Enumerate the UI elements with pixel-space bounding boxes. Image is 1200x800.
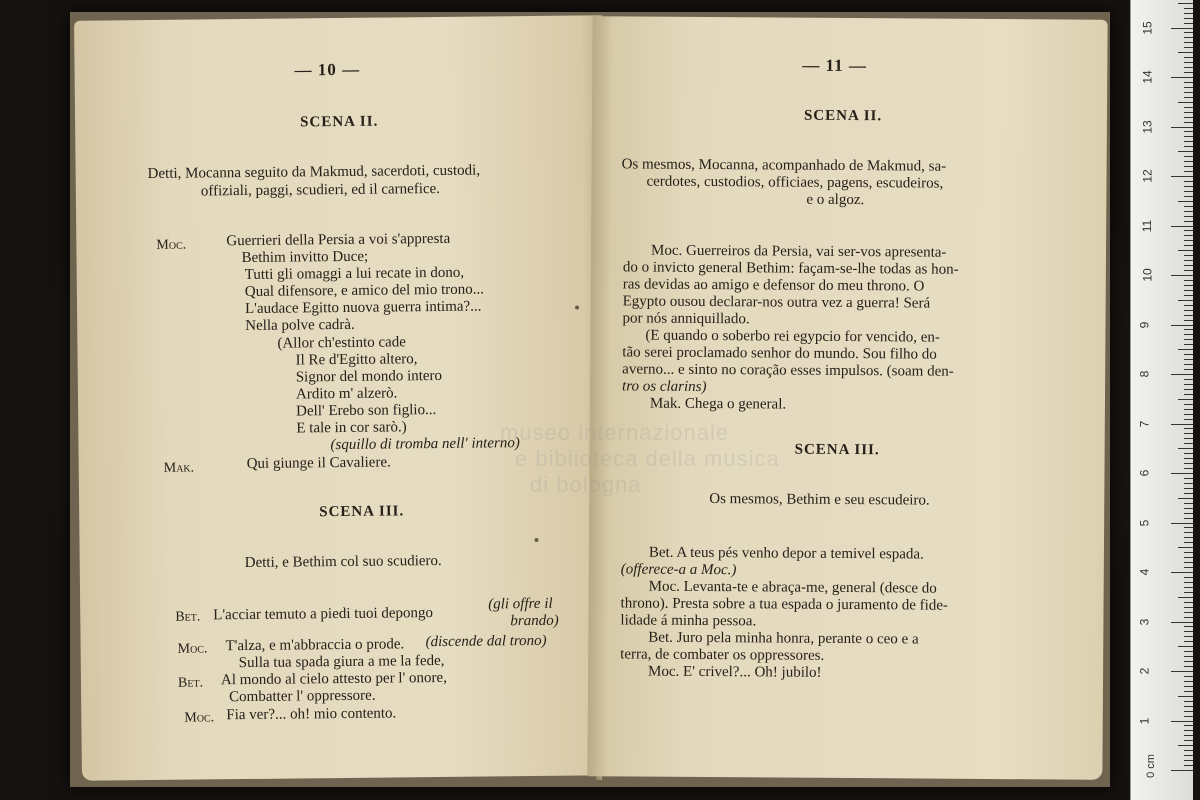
ruler-tick xyxy=(1178,300,1193,301)
ruler-tick xyxy=(1184,607,1193,608)
ruler-tick xyxy=(1184,235,1193,236)
ruler-tick xyxy=(1184,221,1193,222)
ruler-tick xyxy=(1184,552,1193,553)
ruler-tick xyxy=(1184,527,1193,528)
ruler-tick xyxy=(1184,567,1193,568)
ruler-tick xyxy=(1184,483,1193,484)
ruler-tick xyxy=(1184,206,1193,207)
ruler-tick xyxy=(1184,295,1193,296)
ruler-tick xyxy=(1184,13,1193,14)
ruler-tick xyxy=(1184,270,1193,271)
ruler-tick xyxy=(1184,334,1193,335)
ruler-tick xyxy=(1178,52,1193,53)
ruler-number: 1 xyxy=(1137,717,1152,724)
ruler-tick xyxy=(1178,250,1193,251)
ruler-tick xyxy=(1184,87,1193,88)
ruler-tick xyxy=(1184,369,1193,370)
ruler-tick xyxy=(1184,181,1193,182)
ruler-tick xyxy=(1184,617,1193,618)
ruler-tick xyxy=(1184,676,1193,677)
verse-line: Al mondo al cielo attesto per l' onore, xyxy=(220,669,448,689)
ruler-tick xyxy=(1184,320,1193,321)
ruler-tick xyxy=(1184,67,1193,68)
prose-line: throno). Presta sobre a tua espada o juramento de fide- xyxy=(620,595,948,614)
stage-direction-line: Os mesmos, Mocanna, acompanhado de Makmud, sa- xyxy=(621,156,947,175)
ruler-tick xyxy=(1184,488,1193,489)
ruler-tick xyxy=(1184,691,1193,692)
ruler-tick xyxy=(1178,597,1193,598)
ruler-tick xyxy=(1184,290,1193,291)
ruler-tick xyxy=(1178,3,1193,4)
stage-direction-line: e o algoz. xyxy=(806,191,865,209)
prose-line: tro os clarins) xyxy=(622,378,707,396)
prose-line: do o invicto general Bethim: façam-se-lhe todas as hon- xyxy=(622,259,959,278)
prose-line: ras devidas ao amigo e defensor do meu throno. O xyxy=(622,276,925,295)
ruler-tick xyxy=(1184,651,1193,652)
ruler-tick xyxy=(1184,428,1193,429)
ruler-tick xyxy=(1171,424,1193,425)
ruler-tick xyxy=(1184,438,1193,439)
scene-heading: SCENA III. xyxy=(319,503,405,521)
scene-heading: SCENA III. xyxy=(794,441,880,459)
speaker-label: Bet. xyxy=(177,675,204,691)
ruler-tick xyxy=(1171,275,1193,276)
stage-direction-line: offiziali, paggi, scudieri, ed il carnefice. xyxy=(200,180,441,200)
stage-direction-inline: (discende dal trono) xyxy=(425,632,547,651)
ruler-tick xyxy=(1184,117,1193,118)
ruler-tick xyxy=(1184,161,1193,162)
ruler-tick xyxy=(1184,740,1193,741)
verse-line: Fia ver?... oh! mio contento. xyxy=(226,705,397,724)
prose-line: tão serei proclamado senhor do mundo. Sou filho do xyxy=(622,344,937,363)
ruler-number: 11 xyxy=(1140,219,1155,232)
ruler-tick xyxy=(1184,631,1193,632)
ruler-tick xyxy=(1178,201,1193,202)
verse-line: T'alza, e m'abbraccia o prode. xyxy=(225,636,405,655)
ruler-tick xyxy=(1184,661,1193,662)
stage-direction-line: cerdotes, custodios, officiaes, pagens, escudeiros, xyxy=(646,173,944,192)
prose-line: (offerece-a a Moc.) xyxy=(620,561,737,579)
prose-line: (E quando o soberbo rei egypcio for vencido, en- xyxy=(645,327,940,346)
scene-heading: SCENA II. xyxy=(300,113,379,131)
ruler-tick xyxy=(1184,760,1193,761)
ruler-tick xyxy=(1184,136,1193,137)
prose-line: Moc. Levanta-te e abraça-me, general (desce do xyxy=(648,578,937,597)
ruler-tick xyxy=(1184,191,1193,192)
ruler-tick xyxy=(1184,602,1193,603)
ruler-tick xyxy=(1184,280,1193,281)
prose-line: Egypto ousou declarar-nos outra vez a guerra! Será xyxy=(622,293,931,312)
ruler-number: 9 xyxy=(1137,321,1152,328)
ruler-tick xyxy=(1171,325,1193,326)
ruler-tick xyxy=(1184,562,1193,563)
aside-line: Dell' Erebo son figlio... xyxy=(296,402,437,420)
ruler-tick xyxy=(1184,513,1193,514)
ruler-tick xyxy=(1184,508,1193,509)
ruler-tick xyxy=(1184,409,1193,410)
ruler-tick xyxy=(1184,735,1193,736)
watermark-line: di bologna xyxy=(530,472,642,497)
verse-line: Bethim invitto Duce; xyxy=(241,248,369,267)
ruler-tick xyxy=(1184,433,1193,434)
ruler-number: 12 xyxy=(1140,169,1155,183)
verse-line: L'audace Egitto nuova guerra intima?... xyxy=(244,298,482,318)
ruler-tick xyxy=(1184,310,1193,311)
ruler-tick xyxy=(1184,230,1193,231)
ruler-tick xyxy=(1184,730,1193,731)
ruler-tick xyxy=(1184,493,1193,494)
ruler-tick xyxy=(1171,770,1193,771)
ruler-tick xyxy=(1184,641,1193,642)
ruler-tick xyxy=(1184,107,1193,108)
ruler-tick xyxy=(1184,414,1193,415)
prose-line: averno... e sinto no coração esses impulsos. (soam den- xyxy=(622,361,954,380)
ruler-tick xyxy=(1184,706,1193,707)
ruler-tick xyxy=(1184,240,1193,241)
ruler-tick xyxy=(1184,211,1193,212)
ruler-tick xyxy=(1171,176,1193,177)
ruler-tick xyxy=(1184,131,1193,132)
right-page xyxy=(587,16,1107,780)
ruler-tick xyxy=(1184,636,1193,637)
ruler-tick xyxy=(1184,112,1193,113)
ruler-unit: 0 cm xyxy=(1144,754,1157,778)
ruler-tick xyxy=(1184,557,1193,558)
ruler-tick xyxy=(1178,448,1193,449)
ruler-tick xyxy=(1184,329,1193,330)
ruler-number: 6 xyxy=(1137,469,1152,477)
ruler-tick xyxy=(1184,656,1193,657)
prose-line: Moc. E' crivel?... Oh! jubilo! xyxy=(648,663,822,681)
ruler-tick xyxy=(1184,122,1193,123)
speaker-label: Bet. xyxy=(175,609,201,625)
verse-line: Guerrieri della Persia a voi s'appresta xyxy=(226,230,451,250)
ruler-tick xyxy=(1178,646,1193,647)
speaker-label: Moc. xyxy=(184,710,215,726)
ruler-tick xyxy=(1184,419,1193,420)
watermark-line: e biblioteca della musica xyxy=(515,446,780,471)
prose-line: terra, de combater os oppressores. xyxy=(620,646,825,664)
ruler-tick xyxy=(1184,458,1193,459)
ruler-tick xyxy=(1184,166,1193,167)
ruler-number: 13 xyxy=(1140,119,1155,134)
speaker-label: Moc. xyxy=(177,641,208,657)
ruler-tick xyxy=(1171,127,1193,128)
ruler-tick xyxy=(1178,696,1193,697)
aside-line: E tale in cor sarò.) xyxy=(296,419,407,437)
prose-line: Bet. Juro pela minha honra, perante o ceo e a xyxy=(648,629,919,648)
ruler-tick xyxy=(1178,151,1193,152)
ruler-tick xyxy=(1184,379,1193,380)
stage-direction-line: Os mesmos, Bethim e seu escudeiro. xyxy=(709,491,930,509)
page-number: — 11 — xyxy=(802,55,867,76)
binding-hole xyxy=(575,306,579,310)
ruler-tick xyxy=(1184,255,1193,256)
stage-direction-inline: (gli offre il xyxy=(488,595,553,613)
ruler-tick xyxy=(1184,18,1193,19)
aside-line: (Allor ch'estinto cade xyxy=(277,334,407,352)
stage-direction-line: Detti, e Bethim col suo scudiero. xyxy=(244,552,442,572)
ruler-number: 2 xyxy=(1137,667,1152,675)
ruler-tick xyxy=(1184,32,1193,33)
ruler-number: 15 xyxy=(1140,20,1155,35)
verse-line: Nella polve cadrà. xyxy=(245,316,355,335)
ruler-tick xyxy=(1184,468,1193,469)
ruler-tick xyxy=(1184,478,1193,479)
verse-line: Combatter l' oppressore. xyxy=(229,687,376,706)
ruler-number: 5 xyxy=(1137,519,1152,526)
ruler-tick xyxy=(1184,716,1193,717)
ruler-tick xyxy=(1184,260,1193,261)
ruler-tick xyxy=(1184,354,1193,355)
prose-line: Mak. Chega o general. xyxy=(649,395,787,413)
ruler-tick xyxy=(1184,97,1193,98)
ruler-tick xyxy=(1171,226,1193,227)
ruler-tick xyxy=(1184,612,1193,613)
ruler-number: 10 xyxy=(1140,268,1155,282)
ruler-tick xyxy=(1184,37,1193,38)
ruler-tick xyxy=(1184,216,1193,217)
ruler-tick xyxy=(1184,626,1193,627)
page-number: — 10 — xyxy=(294,59,361,80)
ruler-tick xyxy=(1184,518,1193,519)
ruler-tick xyxy=(1184,42,1193,43)
ruler-tick xyxy=(1171,28,1193,29)
ruler-tick xyxy=(1184,666,1193,667)
ruler-tick xyxy=(1178,745,1193,746)
ruler-tick xyxy=(1171,622,1193,623)
verse-line: Qual difensore, e amico del mio trono... xyxy=(244,281,485,301)
ruler-tick xyxy=(1184,404,1193,405)
ruler-tick xyxy=(1184,171,1193,172)
stage-direction-inline: brando) xyxy=(510,612,559,630)
verse-line: Qui giunge il Cavaliere. xyxy=(246,454,391,473)
ruler-tick xyxy=(1178,399,1193,400)
ruler-tick xyxy=(1184,686,1193,687)
ruler-tick xyxy=(1184,384,1193,385)
verse-line: L'acciar temuto a piedi tuoi depongo xyxy=(213,605,434,624)
ruler-number: 14 xyxy=(1140,70,1155,84)
ruler-tick xyxy=(1184,146,1193,147)
ruler-tick xyxy=(1184,339,1193,340)
ruler-tick xyxy=(1184,389,1193,390)
ruler-tick xyxy=(1184,186,1193,187)
ruler-tick xyxy=(1178,102,1193,103)
stage-direction-line: Detti, Mocanna seguito da Makmud, sacerdoti, custodi, xyxy=(147,162,481,183)
ruler-tick xyxy=(1184,443,1193,444)
ruler-tick xyxy=(1184,285,1193,286)
speaker-label: Moc. xyxy=(156,237,187,253)
ruler-tick xyxy=(1184,532,1193,533)
ruler-tick xyxy=(1184,582,1193,583)
ruler-tick xyxy=(1184,92,1193,93)
ruler-tick xyxy=(1184,711,1193,712)
ruler-tick xyxy=(1184,725,1193,726)
ruler-tick xyxy=(1184,542,1193,543)
ruler-tick xyxy=(1184,245,1193,246)
aside-line: Signor del mondo intero xyxy=(295,367,443,386)
ruler-tick xyxy=(1184,47,1193,48)
ruler-tick xyxy=(1184,62,1193,63)
prose-line: por nós anniquillado. xyxy=(622,310,750,328)
ruler-tick xyxy=(1184,755,1193,756)
ruler-tick xyxy=(1184,587,1193,588)
ruler-tick xyxy=(1184,364,1193,365)
ruler-tick xyxy=(1184,8,1193,9)
ruler-tick xyxy=(1184,196,1193,197)
ruler-tick xyxy=(1184,82,1193,83)
ruler-number: 7 xyxy=(1137,420,1152,427)
ruler-number: 3 xyxy=(1137,618,1152,625)
prose-line: Bet. A teus pés venho depor a temivel espada. xyxy=(648,544,924,563)
ruler-tick xyxy=(1184,344,1193,345)
scene-heading: SCENA II. xyxy=(803,107,883,125)
ruler-tick xyxy=(1184,592,1193,593)
ruler-tick xyxy=(1178,547,1193,548)
ruler-tick xyxy=(1184,537,1193,538)
ruler-tick xyxy=(1184,141,1193,142)
ruler-tick xyxy=(1171,721,1193,722)
ruler-tick xyxy=(1184,503,1193,504)
watermark-line: museo internazionale xyxy=(500,420,730,445)
ruler-tick xyxy=(1171,572,1193,573)
verse-line: Sulla tua spada giura a me la fede, xyxy=(238,652,445,672)
left-page xyxy=(74,15,610,780)
ruler-tick xyxy=(1184,57,1193,58)
aside-line: Ardito m' alzerò. xyxy=(295,385,398,403)
ruler-tick xyxy=(1184,701,1193,702)
trumpet-direction: (squillo di tromba nell' interno) xyxy=(330,435,520,454)
ruler-tick xyxy=(1184,23,1193,24)
aside-line: Il Re d'Egitto altero, xyxy=(295,351,418,369)
ruler-number: 8 xyxy=(1137,370,1152,378)
ruler-tick xyxy=(1184,463,1193,464)
prose-line: Moc. Guerreiros da Persia, vai ser-vos apresenta- xyxy=(650,242,947,261)
speaker-label: Mak. xyxy=(163,460,195,476)
ruler-tick xyxy=(1171,374,1193,375)
ruler-tick xyxy=(1184,453,1193,454)
ruler-tick xyxy=(1184,765,1193,766)
ruler-tick xyxy=(1184,156,1193,157)
ink-spot xyxy=(534,538,538,542)
verse-line: Tutti gli omaggi a lui recate in dono, xyxy=(244,264,465,284)
ruler-tick xyxy=(1171,671,1193,672)
ruler-tick xyxy=(1184,577,1193,578)
ruler-tick xyxy=(1184,72,1193,73)
ruler-tick xyxy=(1171,523,1193,524)
ruler-tick xyxy=(1184,359,1193,360)
ruler-tick xyxy=(1184,265,1193,266)
measuring-ruler xyxy=(1130,0,1193,800)
ruler-tick xyxy=(1178,498,1193,499)
ruler-number: 4 xyxy=(1137,568,1152,576)
ruler-tick xyxy=(1184,394,1193,395)
ruler-tick xyxy=(1184,305,1193,306)
ruler-tick xyxy=(1184,750,1193,751)
ruler-tick xyxy=(1171,77,1193,78)
prose-line: lidade á minha pessoa. xyxy=(620,612,757,630)
ruler-tick xyxy=(1171,473,1193,474)
ruler-tick xyxy=(1178,349,1193,350)
ruler-tick xyxy=(1184,315,1193,316)
ruler-tick xyxy=(1184,681,1193,682)
